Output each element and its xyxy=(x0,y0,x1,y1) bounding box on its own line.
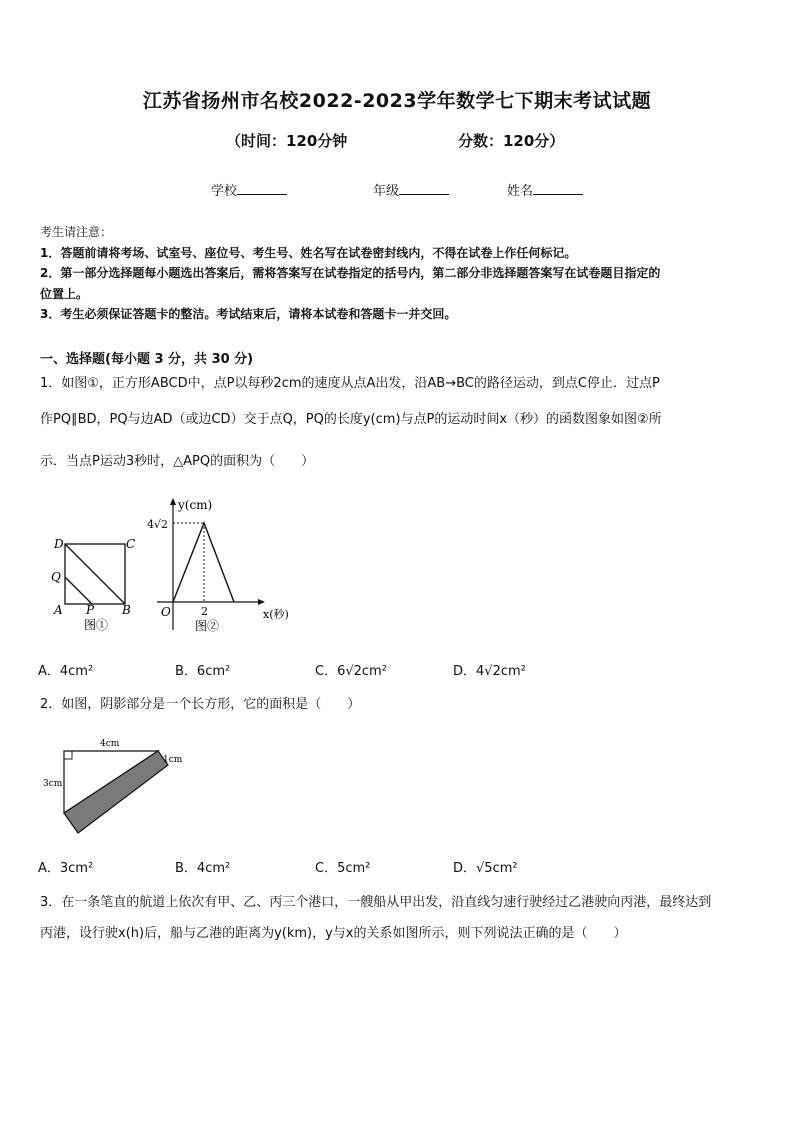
label-1cm: 1cm xyxy=(163,755,183,765)
grade-field xyxy=(373,180,449,199)
q2-option-c[interactable]: C．5cm² xyxy=(315,861,371,876)
label-4cm: 4cm xyxy=(100,739,120,749)
label-d: D xyxy=(54,537,64,551)
shaded-rectangle xyxy=(64,751,168,833)
school-field xyxy=(211,180,287,199)
segment-pq xyxy=(65,577,92,604)
q2-figure xyxy=(40,733,200,843)
grade-blank[interactable] xyxy=(399,182,449,195)
x-axis-arrow-icon xyxy=(258,599,265,605)
function-graph xyxy=(173,523,234,602)
exam-time: （时间：120分钟 xyxy=(226,132,348,150)
q2-option-a[interactable]: A．3cm² xyxy=(38,861,94,876)
y-axis-arrow-icon xyxy=(170,498,176,505)
name-field xyxy=(507,180,583,199)
notice-item: 3．考生必须保证答题卡的整洁。考试结束后，请将本试卷和答题卡一并交回。 xyxy=(40,307,457,321)
grade-label: 年级 xyxy=(373,184,400,199)
x-tick-label: 2 xyxy=(201,605,208,618)
q2-option-d[interactable]: D．√5cm² xyxy=(453,861,518,876)
notice-item: 2．第一部分选择题每小题选出答案后，需将答案写在试卷指定的括号内，第二部分非选择题答案写在试卷题目指定的 xyxy=(40,266,661,280)
q3-line2: 丙港，设行驶x(h)后，船与乙港的距离为y(km)，y与x的关系如图所示，则下列说法正确的是（ ） xyxy=(40,926,627,941)
x-axis-label: x(秒) xyxy=(263,608,289,621)
name-label: 姓名 xyxy=(507,184,534,199)
exam-score: 分数：120分） xyxy=(458,132,565,150)
figure-2-caption: 图② xyxy=(195,619,220,633)
diagonal-bd xyxy=(65,544,125,604)
label-3cm: 3cm xyxy=(43,779,63,789)
y-tick-label: 4√2 xyxy=(147,518,169,531)
q2-option-b[interactable]: B．4cm² xyxy=(175,861,231,876)
school-blank[interactable] xyxy=(237,182,287,195)
school-label: 学校 xyxy=(211,184,238,199)
figure-1-caption: 图① xyxy=(84,618,109,632)
y-axis-label: y(cm) xyxy=(178,498,213,512)
q1-figure-1 xyxy=(48,530,148,636)
q2-text: 2．如图，阴影部分是一个长方形，它的面积是（ ） xyxy=(40,697,361,712)
notice-item: 位置上。 xyxy=(40,286,89,301)
label-a: A xyxy=(54,603,63,617)
label-c: C xyxy=(126,537,136,551)
label-p: P xyxy=(86,603,95,617)
notice-heading: 考生请注意： xyxy=(40,225,113,239)
q1-option-a[interactable]: A．4cm² xyxy=(38,664,94,679)
right-angle-mark xyxy=(64,751,72,759)
q1-option-d[interactable]: D．4√2cm² xyxy=(453,664,526,679)
q1-line2: 作PQ∥BD，PQ与边AD（或边CD）交于点Q，PQ的长度y(cm)与点P的运动时间x（秒）的函数图象如图②所 xyxy=(40,412,662,427)
label-q: Q xyxy=(51,570,61,584)
q1-line3: 示．当点P运动3秒时，△APQ的面积为（ ） xyxy=(40,454,315,469)
origin-label: O xyxy=(161,605,171,619)
section-heading: 一、选择题(每小题 3 分，共 30 分) xyxy=(40,352,254,367)
notice-block xyxy=(40,222,760,325)
q1-line1: 1．如图①，正方形ABCD中，点P以每秒2cm的速度从点A出发，沿AB→BC的路径运动，到点C停止．过点P xyxy=(40,376,660,391)
notice-item: 1．答题前请将考场、试室号、座位号、考生号、姓名写在试卷密封线内，不得在试卷上作任何标记。 xyxy=(40,245,577,260)
page-title: 江苏省扬州市名校2022-2023学年数学七下期末考试试题 xyxy=(142,90,652,112)
q1-figure-2 xyxy=(145,494,305,636)
name-blank[interactable] xyxy=(533,182,583,195)
q1-option-b[interactable]: B．6cm² xyxy=(175,664,231,679)
label-b: B xyxy=(122,603,131,617)
q3-line1: 3．在一条笔直的航道上依次有甲、乙、丙三个港口，一艘船从甲出发，沿直线匀速行驶经过乙港驶向丙港，最终达到 xyxy=(40,895,712,910)
q1-option-c[interactable]: C．6√2cm² xyxy=(315,664,387,679)
